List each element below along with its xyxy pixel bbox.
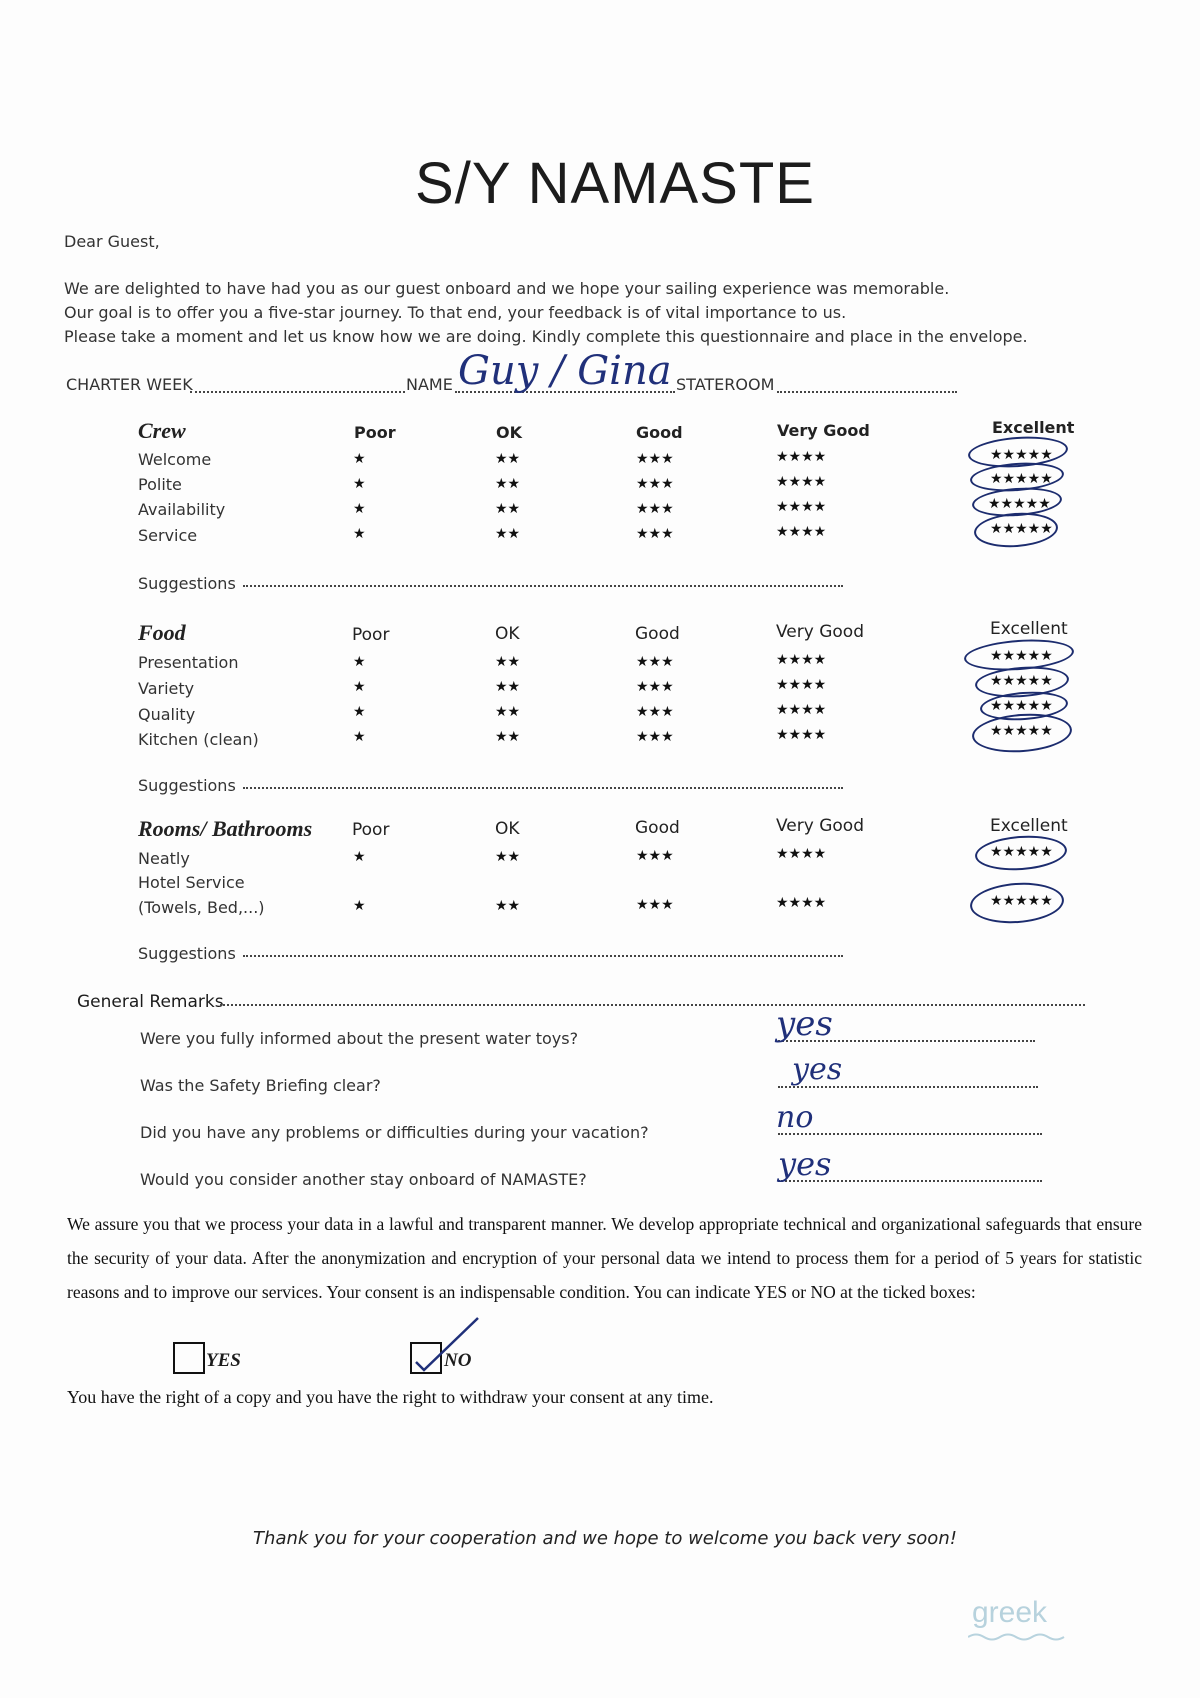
col-excellent: Excellent bbox=[990, 816, 1068, 836]
col-good: Good bbox=[635, 624, 680, 644]
star-rating-poor[interactable]: ★ bbox=[353, 654, 366, 670]
star-rating-good[interactable]: ★★★ bbox=[636, 526, 674, 542]
col-very-good: Very Good bbox=[776, 816, 864, 836]
selection-circle bbox=[973, 510, 1059, 550]
star-rating-ok[interactable]: ★★ bbox=[495, 729, 521, 745]
food-item: Variety bbox=[138, 679, 195, 698]
stateroom-label: STATEROOM bbox=[676, 375, 775, 394]
star-rating-ok[interactable]: ★★ bbox=[495, 451, 521, 467]
col-ok: OK bbox=[495, 819, 520, 839]
crew-item: Service bbox=[138, 526, 198, 545]
rooms-suggestions-label: Suggestions bbox=[138, 944, 236, 963]
star-rating-good[interactable]: ★★★ bbox=[636, 501, 674, 517]
star-rating-good[interactable]: ★★★ bbox=[636, 451, 674, 467]
crew-item: Welcome bbox=[138, 450, 212, 469]
star-rating-very-good[interactable]: ★★★★ bbox=[776, 895, 827, 911]
star-rating-excellent[interactable]: ★★★★★ bbox=[990, 844, 1053, 860]
star-rating-good[interactable]: ★★★ bbox=[636, 729, 674, 745]
question-problems: Did you have any problems or difficulties during your vacation? bbox=[140, 1123, 649, 1142]
col-very-good: Very Good bbox=[777, 421, 870, 440]
consent-no-checkbox[interactable] bbox=[410, 1342, 442, 1374]
rights-text: You have the right of a copy and you have the right to withdraw your consent at any time. bbox=[67, 1387, 714, 1407]
section-title-rooms: Rooms/ Bathrooms bbox=[138, 816, 313, 841]
star-rating-poor[interactable]: ★ bbox=[353, 679, 366, 695]
star-rating-ok[interactable]: ★★ bbox=[495, 654, 521, 670]
star-rating-very-good[interactable]: ★★★★ bbox=[776, 449, 827, 465]
answer-handwriting: yes bbox=[778, 1145, 832, 1183]
name-handwriting: Guy / Gina bbox=[458, 348, 672, 394]
consent-no-label: NO bbox=[444, 1350, 472, 1371]
star-rating-excellent[interactable]: ★★★★★ bbox=[990, 673, 1053, 689]
star-rating-very-good[interactable]: ★★★★ bbox=[776, 727, 827, 743]
col-very-good: Very Good bbox=[776, 622, 864, 642]
question-safety-briefing: Was the Safety Briefing clear? bbox=[140, 1076, 381, 1095]
selection-circle bbox=[974, 833, 1068, 873]
food-suggestions-field[interactable] bbox=[243, 787, 843, 789]
star-rating-good[interactable]: ★★★ bbox=[636, 476, 674, 492]
crew-item: Availability bbox=[138, 500, 226, 519]
intro-line-3: Please take a moment and let us know how we are doing. Kindly complete this questionnaire and place in the envelope. bbox=[64, 327, 1028, 346]
star-rating-poor[interactable]: ★ bbox=[353, 898, 366, 914]
star-rating-ok[interactable]: ★★ bbox=[495, 898, 521, 914]
star-rating-excellent[interactable]: ★★★★★ bbox=[990, 648, 1053, 664]
rooms-item: Hotel Service bbox=[138, 873, 245, 892]
food-suggestions-label: Suggestions bbox=[138, 776, 236, 795]
star-rating-ok[interactable]: ★★ bbox=[495, 501, 521, 517]
watermark-logo: greek bbox=[972, 1596, 1048, 1629]
charter-week-field[interactable] bbox=[190, 391, 405, 393]
thank-you-text: Thank you for your cooperation and we hope to welcome you back very soon! bbox=[253, 1528, 957, 1549]
star-rating-poor[interactable]: ★ bbox=[353, 451, 366, 467]
star-rating-excellent[interactable]: ★★★★★ bbox=[990, 698, 1053, 714]
rooms-item: (Towels, Bed,...) bbox=[138, 898, 265, 917]
star-rating-ok[interactable]: ★★ bbox=[495, 526, 521, 542]
answer-handwriting: no bbox=[776, 1100, 814, 1135]
crew-suggestions-label: Suggestions bbox=[138, 574, 236, 593]
col-excellent: Excellent bbox=[992, 418, 1075, 437]
star-rating-very-good[interactable]: ★★★★ bbox=[776, 499, 827, 515]
star-rating-very-good[interactable]: ★★★★ bbox=[776, 474, 827, 490]
star-rating-poor[interactable]: ★ bbox=[353, 476, 366, 492]
star-rating-excellent[interactable]: ★★★★★ bbox=[990, 447, 1053, 463]
star-rating-excellent[interactable]: ★★★★★ bbox=[990, 471, 1053, 487]
section-title-crew: Crew bbox=[138, 418, 186, 443]
star-rating-ok[interactable]: ★★ bbox=[495, 476, 521, 492]
col-good: Good bbox=[635, 818, 680, 838]
star-rating-poor[interactable]: ★ bbox=[353, 501, 366, 517]
food-item: Quality bbox=[138, 705, 196, 724]
intro-line-2: Our goal is to offer you a five-star journey. To that end, your feedback is of vital importance to us. bbox=[64, 303, 847, 322]
data-privacy-text: We assure you that we process your data in a lawful and transparent manner. We develop appropriate technical and organizational safeguards that ensure the security of your data. After the anonymization and encryption of your personal data we intend to process them for a period of 5 years for statistic reasons and to improve our services. Your consent is an indispensable condition. You can indicate YES or NO at the ticked boxes: bbox=[67, 1214, 1142, 1302]
greeting: Dear Guest, bbox=[64, 232, 160, 251]
star-rating-very-good[interactable]: ★★★★ bbox=[776, 702, 827, 718]
col-ok: OK bbox=[495, 624, 520, 644]
star-rating-excellent[interactable]: ★★★★★ bbox=[990, 521, 1053, 537]
star-rating-ok[interactable]: ★★ bbox=[495, 704, 521, 720]
section-title-food: Food bbox=[138, 620, 186, 645]
watermark-wave-icon bbox=[968, 1632, 1068, 1642]
col-poor: Poor bbox=[354, 423, 396, 442]
col-excellent: Excellent bbox=[990, 619, 1068, 639]
general-remarks-field[interactable] bbox=[220, 1004, 1085, 1006]
consent-yes-checkbox[interactable] bbox=[173, 1342, 205, 1374]
crew-suggestions-field[interactable] bbox=[243, 585, 843, 587]
form-title: S/Y NAMASTE bbox=[415, 151, 815, 216]
crew-item: Polite bbox=[138, 475, 182, 494]
star-rating-poor[interactable]: ★ bbox=[353, 729, 366, 745]
rooms-item: Neatly bbox=[138, 849, 190, 868]
star-rating-very-good[interactable]: ★★★★ bbox=[776, 846, 827, 862]
star-rating-ok[interactable]: ★★ bbox=[495, 849, 521, 865]
star-rating-good[interactable]: ★★★ bbox=[636, 704, 674, 720]
star-rating-excellent[interactable]: ★★★★★ bbox=[988, 496, 1051, 512]
name-label: NAME bbox=[406, 375, 453, 394]
rooms-suggestions-field[interactable] bbox=[243, 955, 843, 957]
col-ok: OK bbox=[496, 423, 522, 442]
food-item: Presentation bbox=[138, 653, 239, 672]
star-rating-good[interactable]: ★★★ bbox=[636, 848, 674, 864]
star-rating-very-good[interactable]: ★★★★ bbox=[776, 652, 827, 668]
star-rating-very-good[interactable]: ★★★★ bbox=[776, 524, 827, 540]
star-rating-poor[interactable]: ★ bbox=[353, 849, 366, 865]
col-poor: Poor bbox=[352, 625, 390, 645]
answer-handwriting: yes bbox=[776, 1004, 833, 1044]
col-good: Good bbox=[636, 423, 683, 442]
star-rating-good[interactable]: ★★★ bbox=[636, 679, 674, 695]
selection-circle bbox=[971, 711, 1073, 756]
star-rating-good[interactable]: ★★★ bbox=[636, 654, 674, 670]
star-rating-poor[interactable]: ★ bbox=[353, 526, 366, 542]
star-rating-ok[interactable]: ★★ bbox=[495, 679, 521, 695]
selection-circle bbox=[969, 880, 1066, 926]
food-item: Kitchen (clean) bbox=[138, 730, 259, 749]
charter-week-label: CHARTER WEEK bbox=[66, 375, 193, 394]
star-rating-poor[interactable]: ★ bbox=[353, 704, 366, 720]
col-poor: Poor bbox=[352, 820, 390, 840]
star-rating-good[interactable]: ★★★ bbox=[636, 897, 674, 913]
star-rating-very-good[interactable]: ★★★★ bbox=[776, 677, 827, 693]
star-rating-excellent[interactable]: ★★★★★ bbox=[990, 893, 1053, 909]
stateroom-field[interactable] bbox=[777, 391, 957, 393]
intro-line-1: We are delighted to have had you as our guest onboard and we hope your sailing experience was memorable. bbox=[64, 279, 950, 298]
consent-yes-label: YES bbox=[206, 1350, 241, 1371]
answer-line[interactable] bbox=[778, 1133, 1042, 1135]
answer-handwriting: yes bbox=[792, 1052, 843, 1087]
question-another-stay: Would you consider another stay onboard of NAMASTE? bbox=[140, 1170, 587, 1189]
question-water-toys: Were you fully informed about the present water toys? bbox=[140, 1029, 579, 1048]
general-remarks-label: General Remarks bbox=[77, 992, 224, 1012]
star-rating-excellent[interactable]: ★★★★★ bbox=[990, 723, 1053, 739]
